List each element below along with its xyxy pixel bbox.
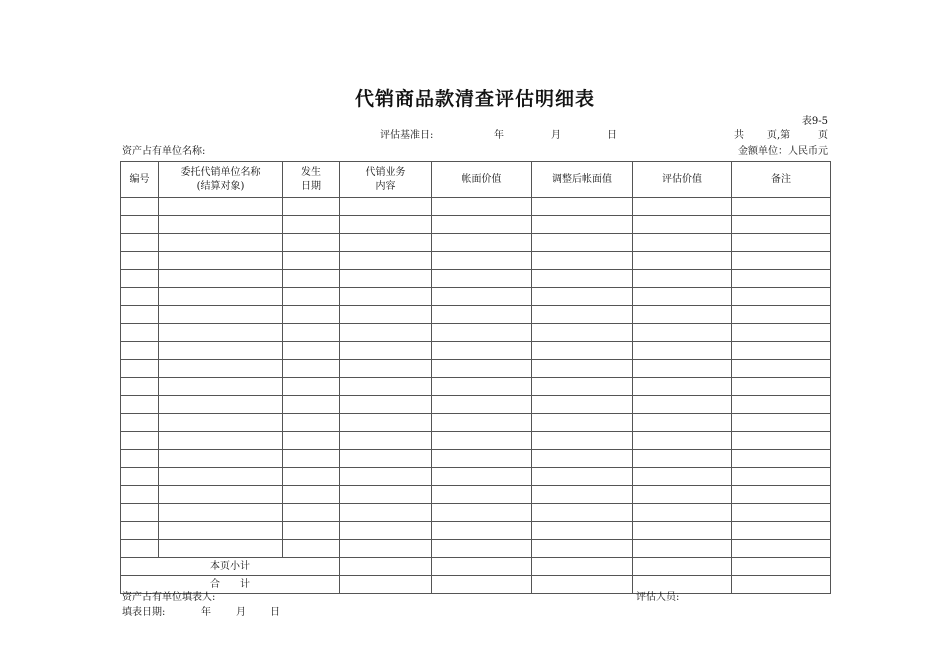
table-cell [633,414,732,432]
table-cell [532,324,633,342]
table-cell [340,468,432,486]
table-cell [121,396,159,414]
form-code: 表9-5 [801,116,828,127]
table-cell [159,216,283,234]
table-cell [532,252,633,270]
table-cell [121,306,159,324]
table-cell [283,252,340,270]
column-header-line1: 委托代销单位名称 [180,166,261,178]
column-header [732,162,831,198]
table-cell [121,486,159,504]
table-cell [633,576,732,594]
table-cell [532,432,633,450]
table-cell [532,540,633,558]
table-cell [432,450,532,468]
table-row [121,252,831,270]
table-cell [732,198,831,216]
table-cell [633,198,732,216]
table-cell [432,288,532,306]
table-row [121,468,831,486]
table-cell [283,270,340,288]
appraiser-label: 评估人员: [636,592,680,603]
table-cell [283,450,340,468]
table-cell [121,504,159,522]
table-cell [283,324,340,342]
table-cell [159,378,283,396]
table-cell [283,306,340,324]
table-cell [633,342,732,360]
table-cell [732,450,831,468]
table-cell [432,306,532,324]
table-cell [732,324,831,342]
table-cell [633,378,732,396]
table-cell [732,540,831,558]
preparer-label: 资产占有单位填表人: [122,592,216,603]
table-cell [159,468,283,486]
table-cell [340,324,432,342]
column-header [121,162,159,198]
table-cell [121,360,159,378]
table-cell [432,252,532,270]
table-cell [732,414,831,432]
table-cell [340,450,432,468]
column-header [159,162,283,198]
table-cell [159,324,283,342]
table-cell [159,288,283,306]
table-cell [121,288,159,306]
table-row [121,198,831,216]
column-header-line1: 备注 [771,173,791,185]
table-cell [340,396,432,414]
table-cell [732,576,831,594]
table-row [121,324,831,342]
table-cell [633,558,732,576]
table-cell [159,486,283,504]
table-cell [340,576,432,594]
table-cell [283,540,340,558]
table-cell [532,270,633,288]
table-cell [633,324,732,342]
table-cell [732,396,831,414]
column-header-line1: 代销业务 [365,166,406,178]
column-header-line1: 调整后帐面值 [552,173,612,185]
table-cell [340,432,432,450]
table-cell [732,270,831,288]
table-row [121,432,831,450]
table-row [121,486,831,504]
table-cell [432,576,532,594]
table-cell [340,360,432,378]
pages-sep-label: 页,第 [767,130,791,141]
table-cell [283,198,340,216]
total-row [121,576,831,594]
table-row [121,450,831,468]
column-header-line1: 编号 [129,173,150,185]
fill-day-label: 日 [270,607,280,618]
table-cell [732,252,831,270]
table-cell [532,198,633,216]
table-cell [532,450,633,468]
table-cell [283,288,340,306]
table-cell [633,270,732,288]
table-cell [432,270,532,288]
table-cell [633,360,732,378]
table-cell [532,486,633,504]
table-cell [121,540,159,558]
table-cell [121,432,159,450]
table-cell [340,540,432,558]
column-header-line1: 帐面价值 [461,173,502,185]
fill-year-label: 年 [201,607,211,618]
fill-date-label: 填表日期: [122,607,166,618]
table-cell [159,234,283,252]
table-cell [283,468,340,486]
table-cell [283,432,340,450]
table-cell [633,540,732,558]
table-cell [121,252,159,270]
table-cell [432,234,532,252]
table-row [121,234,831,252]
table-cell [633,450,732,468]
table-cell [732,234,831,252]
detail-table [120,161,831,594]
subtotal-label: 本页小计 [121,558,340,576]
table-cell [532,306,633,324]
table-cell [340,378,432,396]
table-cell [532,504,633,522]
table-cell [633,432,732,450]
table-cell [283,360,340,378]
table-cell [121,378,159,396]
table-cell [340,522,432,540]
table-cell [283,396,340,414]
table-cell [340,414,432,432]
table-cell [283,504,340,522]
column-header-line2: 内容 [375,180,396,192]
table-cell [340,486,432,504]
column-header [532,162,633,198]
column-header [633,162,732,198]
table-cell [340,216,432,234]
table-cell [283,522,340,540]
table-cell [121,270,159,288]
table-cell [732,288,831,306]
table-cell [283,414,340,432]
table-cell [532,468,633,486]
table-cell [283,234,340,252]
table-row [121,270,831,288]
table-cell [532,414,633,432]
table-cell [532,360,633,378]
table-row [121,414,831,432]
table-cell [633,216,732,234]
table-cell [532,558,633,576]
header-row [121,162,831,198]
table-cell [340,288,432,306]
column-header-line2: (结算对象) [196,180,245,192]
table-row [121,360,831,378]
table-cell [532,216,633,234]
table-cell [633,288,732,306]
table-row [121,216,831,234]
table-cell [159,360,283,378]
table-cell [532,576,633,594]
table-cell [633,486,732,504]
table-cell [159,306,283,324]
table-cell [121,216,159,234]
table-cell [340,558,432,576]
table-cell [432,198,532,216]
table-cell [432,432,532,450]
table-cell [732,378,831,396]
eval-month-label: 月 [551,130,561,141]
column-header [340,162,432,198]
table-cell [732,342,831,360]
table-cell [532,288,633,306]
table-cell [121,342,159,360]
pages-total-label: 共 [734,130,744,141]
table-cell [732,486,831,504]
page-title: 代销商品款清查评估明细表 [354,88,595,110]
table-cell [633,234,732,252]
table-row [121,342,831,360]
table-cell [121,468,159,486]
table-cell [159,504,283,522]
column-header-line1: 发生 [301,166,321,178]
table-cell [340,198,432,216]
table-cell [340,252,432,270]
table-cell [532,378,633,396]
table-cell [340,270,432,288]
table-cell [159,198,283,216]
table-cell [532,396,633,414]
table-cell [732,522,831,540]
table-cell [432,378,532,396]
table-cell [432,540,532,558]
table-cell [340,234,432,252]
table-cell [159,270,283,288]
table-cell [532,522,633,540]
table-cell [432,396,532,414]
owner-label: 资产占有单位名称: [122,146,206,157]
table-cell [159,342,283,360]
table-cell [432,342,532,360]
table-cell [732,468,831,486]
table-cell [732,432,831,450]
table-cell [732,504,831,522]
table-cell [633,468,732,486]
table-cell [340,306,432,324]
table-cell [340,342,432,360]
table-cell [283,216,340,234]
table-cell [121,198,159,216]
table-cell [633,504,732,522]
subtotal-row [121,558,831,576]
table-cell [432,558,532,576]
table-cell [732,216,831,234]
table-cell [432,468,532,486]
table-cell [532,234,633,252]
table-cell [432,486,532,504]
column-header [283,162,340,198]
table-cell [159,414,283,432]
table-cell [340,504,432,522]
table-cell [121,234,159,252]
table-cell [432,414,532,432]
table-cell [159,540,283,558]
table-cell [532,342,633,360]
table-cell [432,522,532,540]
table-row [121,540,831,558]
column-header [432,162,532,198]
column-header-line1: 评估价值 [662,173,702,185]
table-cell [283,342,340,360]
table-cell [159,252,283,270]
currency-label: 金额单位：人民币元 [738,146,828,157]
table-cell [633,252,732,270]
table-cell [432,504,532,522]
table-cell [159,396,283,414]
total-label: 合 计 [121,576,340,594]
table-cell [121,324,159,342]
table-row [121,504,831,522]
table-cell [283,486,340,504]
eval-day-label: 日 [607,130,617,141]
table-cell [159,432,283,450]
table-cell [432,216,532,234]
table-cell [159,450,283,468]
table-cell [283,378,340,396]
table-cell [633,522,732,540]
eval-year-label: 年 [494,130,504,141]
table-cell [121,522,159,540]
table-cell [121,414,159,432]
table-cell [732,360,831,378]
table-cell [159,522,283,540]
table-row [121,378,831,396]
table-row [121,288,831,306]
eval-date-label: 评估基准日: [380,130,434,141]
table-row [121,522,831,540]
column-header-line2: 日期 [301,180,321,192]
table-row [121,396,831,414]
pages-current-label: 页 [818,130,828,141]
table-cell [633,396,732,414]
table-cell [121,450,159,468]
table-cell [432,360,532,378]
fill-month-label: 月 [236,607,246,618]
table-cell [633,306,732,324]
table-cell [432,324,532,342]
table-row [121,306,831,324]
table-cell [732,306,831,324]
table-cell [732,558,831,576]
